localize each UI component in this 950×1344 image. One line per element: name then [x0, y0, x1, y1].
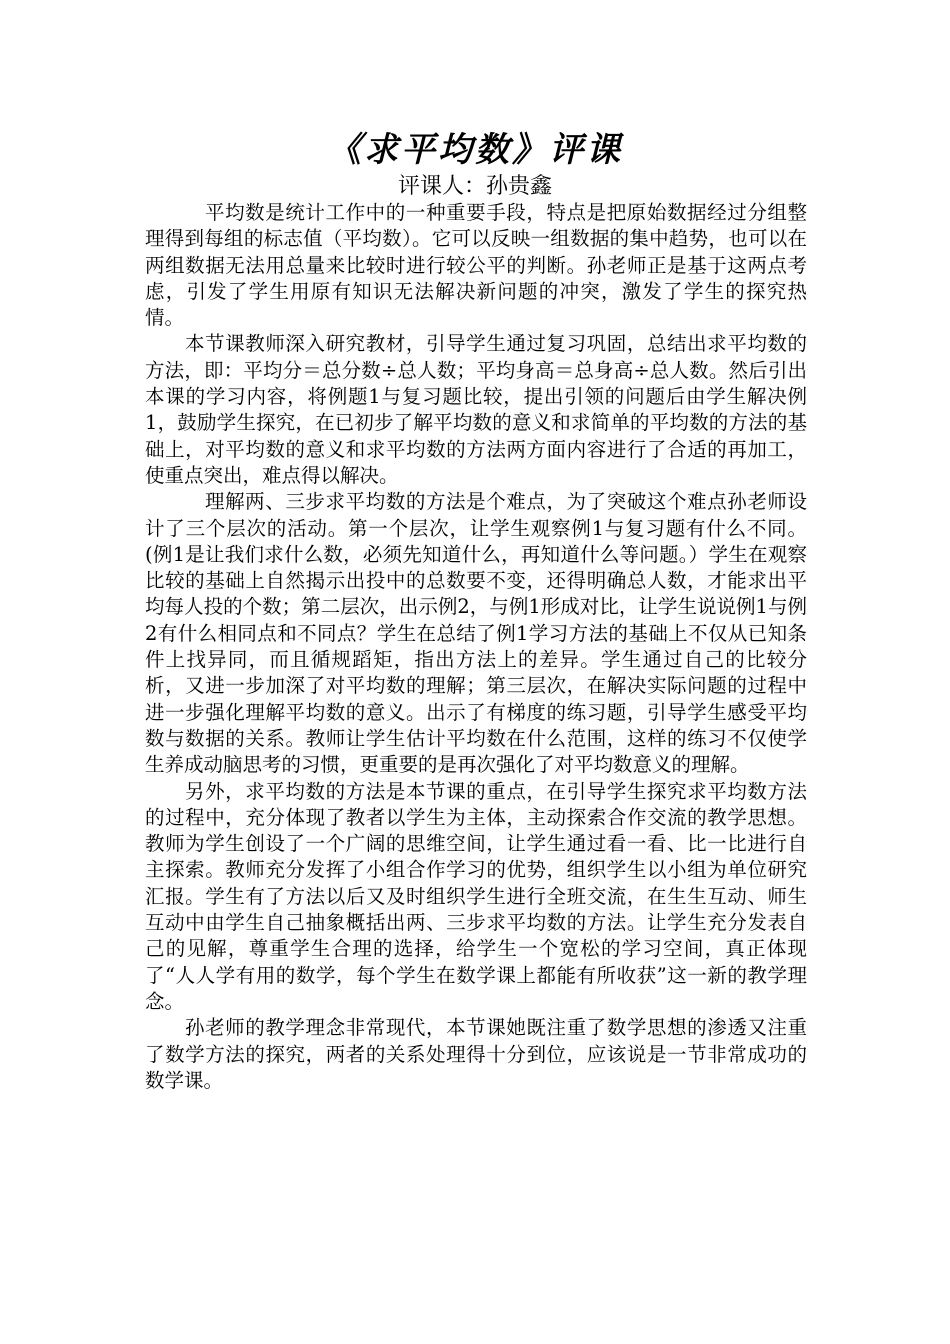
paragraph-3: 理解两、三步求平均数的方法是个难点，为了突破这个难点孙老师设计了三个层次的活动。第一个层次，让学生观察例1与复习题有什么不同。(例1是让我们求什么数，必须先知道什么，再知道什么等问题。）学生在观察比较的基础上自然揭示出投中的总数要不变，还得明确总人数，才能求出平均每人投的个数；第二层次，出示例2，与例1形成对比，让学生说说例1与例2有什么相同点和不同点？学生在总结了例1学习方法的基础上不仅从已知条件上找异同，而且循规蹈矩，指出方法上的差异。学生通过自己的比较分析，又进一步加深了对平均数的理解；第三层次，在解决实际问题的过程中进一步强化理解平均数的意义。出示了有梯度的练习题，引导学生感受平均数与数据的关系。教师让学生估计平均数在什么范围，这样的练习不仅使学生养成动脑思考的习惯，更重要的是再次强化了对平均数意义的理解。	[145, 490, 807, 777]
paragraph-1: 平均数是统计工作中的一种重要手段，特点是把原始数据经过分组整理得到每组的标志值（平均数）。它可以反映一组数据的集中趋势，也可以在两组数据无法用总量来比较时进行较公平的判断。孙老师正是基于这两点考虑，引发了学生用原有知识无法解决新问题的冲突，激发了学生的探究热情。	[145, 201, 807, 330]
paragraph-4: 另外，求平均数的方法是本节课的重点，在引导学生探究求平均数方法的过程中，充分体现了教者以学生为主体，主动探索合作交流的教学思想。教师为学生创设了一个广阔的思维空间，让学生通过看一看、比一比进行自主探索。教师充分发挥了小组合作学习的优势，组织学生以小组为单位研究汇报。学生有了方法以后又及时组织学生进行全班交流，在生生互动、师生互动中由学生自己抽象概括出两、三步求平均数的方法。让学生充分发表自己的见解，尊重学生合理的选择，给学生一个宽松的学习空间，真正体现了“人人学有用的数学，每个学生在数学课上都能有所收获”这一新的教学理念。	[145, 779, 807, 1013]
paragraph-2: 本节课教师深入研究教材，引导学生通过复习巩固，总结出求平均数的方法，即：平均分＝总分数÷总人数；平均身高＝总身高÷总人数。然后引出本课的学习内容，将例题1与复习题比较，提出引领的问题后由学生解决例1，鼓励学生探究，在已初步了解平均数的意义和求简单的平均数的方法的基础上，对平均数的意义和求平均数的方法两方面内容进行了合适的再加工，使重点突出，难点得以解决。	[145, 332, 807, 487]
document-body	[145, 200, 807, 1094]
document-title: 《求平均数》评课	[327, 130, 623, 170]
author-line: 评课人：孙贵鑫	[397, 174, 552, 199]
paragraph-5: 孙老师的教学理念非常现代，本节课她既注重了数学思想的渗透又注重了数学方法的探究，两者的关系处理得十分到位，应该说是一节非常成功的数学课。	[145, 1016, 807, 1092]
